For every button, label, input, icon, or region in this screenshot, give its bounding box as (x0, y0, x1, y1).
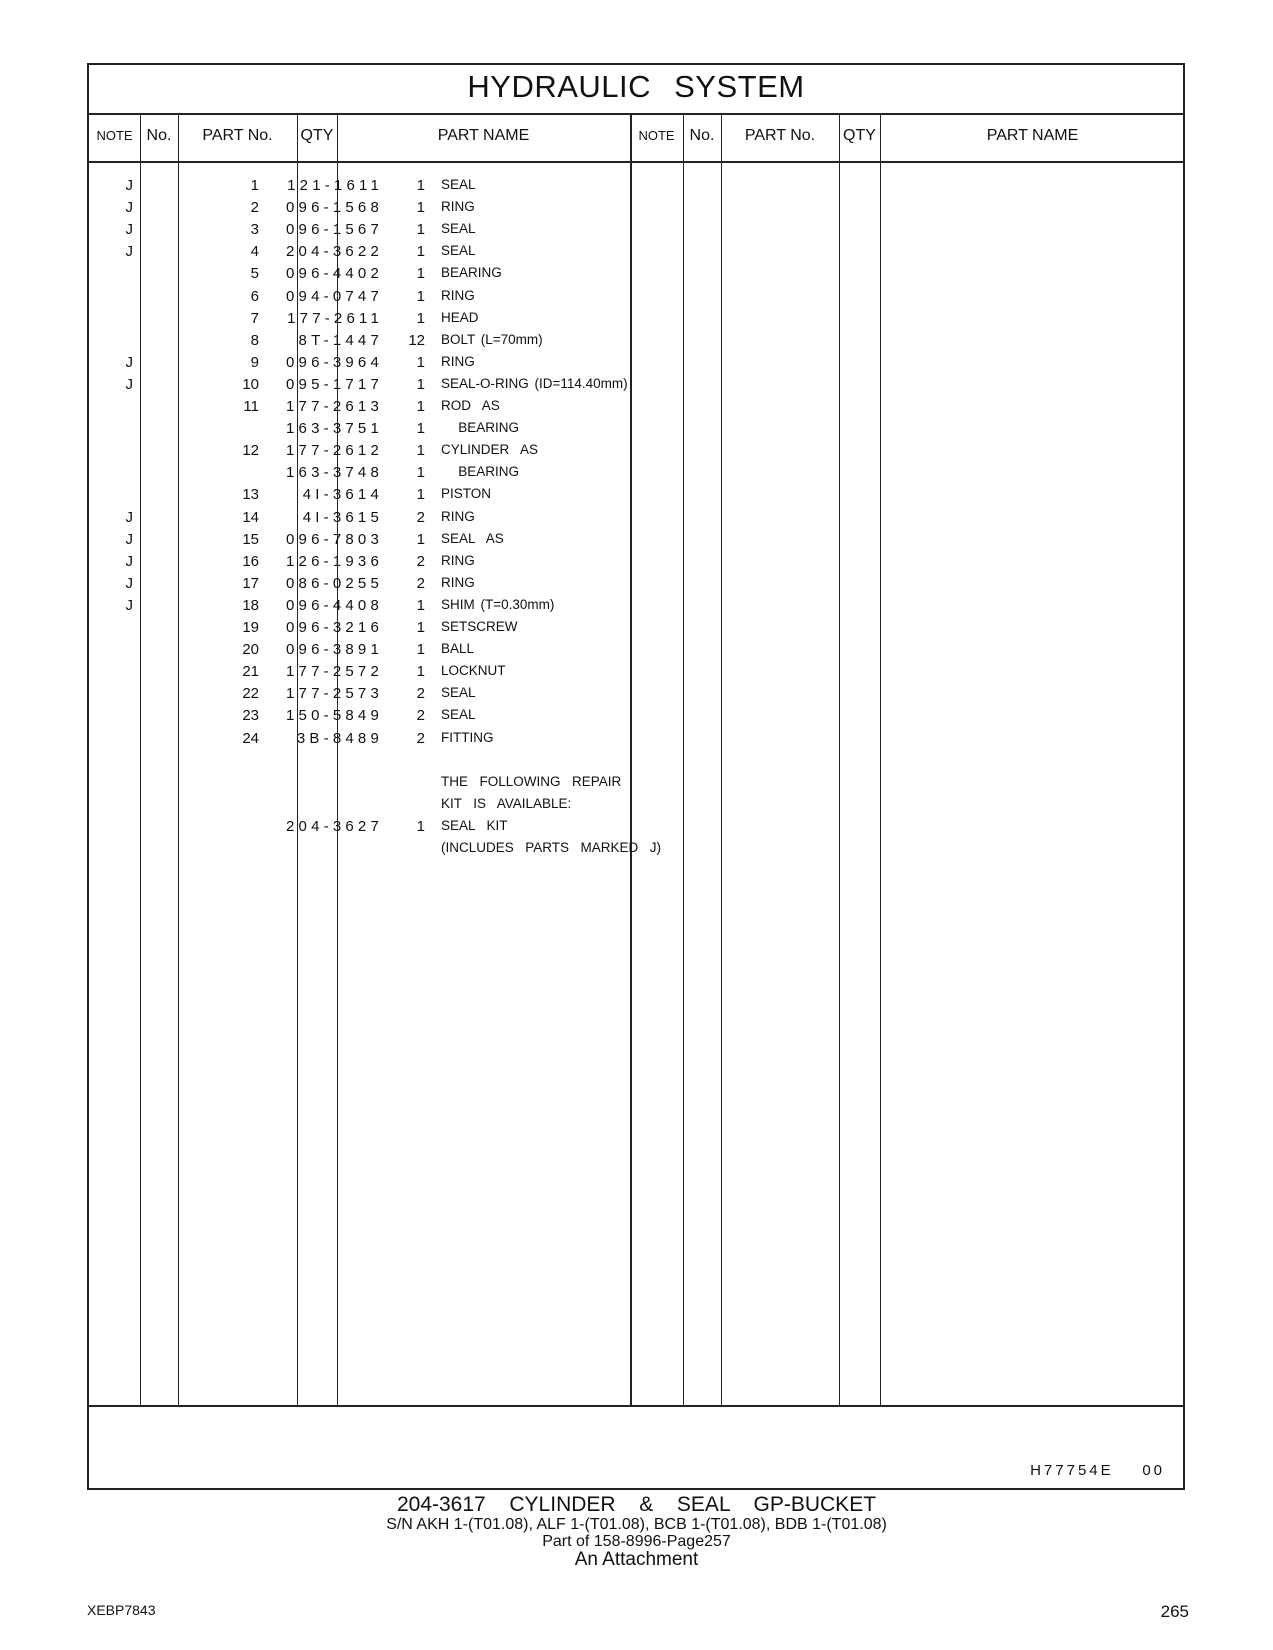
quantity-cell: 1 (416, 398, 425, 415)
note-cell: J (125, 508, 133, 526)
table-row (89, 396, 1183, 418)
quantity-cell: 1 (416, 641, 425, 659)
part-number-cell: 177-2613 (286, 398, 383, 415)
item-number-cell: 5 (250, 265, 259, 283)
caption-serials: S/N AKH 1-(T01.08), ALF 1-(T01.08), BCB 1-(T01.08), BDB 1-(T01.08) (386, 1516, 887, 1533)
part-number-cell: 8T-1447 (298, 331, 383, 349)
part-name-cell: SEAL (441, 685, 476, 701)
table-row (89, 286, 1183, 308)
item-number-cell: 22 (242, 685, 259, 703)
drawing-reference: H77754E 00 (1030, 1462, 1165, 1479)
table-row (89, 197, 1183, 219)
item-number-cell: 2 (250, 199, 259, 217)
note-cell: J (125, 221, 133, 239)
part-name-cell: BALL (441, 641, 475, 657)
note-cell: J (125, 177, 133, 194)
item-number-cell: 18 (242, 596, 259, 614)
table-row (89, 440, 1183, 462)
quantity-cell: 2 (416, 508, 425, 526)
part-name-cell: SEAL AS (441, 530, 504, 546)
part-number-cell: 095-1717 (286, 375, 383, 393)
part-name-cell: THE FOLLOWING REPAIR (441, 773, 622, 789)
note-cell: J (125, 375, 133, 393)
caption-attachment: An Attachment (574, 1549, 699, 1570)
item-number-cell: 6 (250, 287, 259, 305)
note-cell: J (125, 530, 133, 548)
part-number-cell: 121-1611 (287, 177, 383, 194)
item-number-cell: 9 (250, 353, 259, 371)
table-row (89, 772, 1183, 794)
title-bar (89, 65, 1183, 115)
quantity-cell: 2 (416, 685, 425, 703)
part-name-cell: RING (441, 508, 475, 524)
note-cell: J (125, 596, 133, 614)
quantity-cell: 1 (416, 486, 425, 504)
part-number-cell: 177-2612 (286, 442, 383, 460)
item-number-cell: 12 (242, 442, 259, 460)
table-row (89, 175, 1183, 197)
table-row (89, 750, 1183, 772)
part-number-cell: 177-2611 (287, 309, 383, 327)
quantity-cell: 2 (416, 552, 425, 570)
part-name-cell: FITTING (441, 729, 494, 745)
item-number-cell: 19 (242, 619, 259, 636)
table-row (89, 529, 1183, 551)
quantity-cell: 1 (416, 817, 425, 835)
part-name-cell: SEAL-O-RING (ID=114.40mm) (441, 375, 628, 391)
part-name-cell: ROD AS (441, 398, 500, 413)
table-row (89, 639, 1183, 661)
item-number-cell: 8 (250, 331, 259, 349)
quantity-cell: 1 (416, 530, 425, 548)
quantity-cell: 2 (416, 729, 425, 747)
part-number-cell: 096-7803 (286, 530, 383, 548)
part-name-cell: SETSCREW (441, 619, 518, 634)
part-name-cell: LOCKNUT (441, 663, 506, 679)
part-number-cell: 4I-3614 (302, 486, 383, 504)
note-cell: J (125, 574, 133, 592)
item-number-cell: 24 (242, 729, 259, 747)
table-row (89, 551, 1183, 573)
part-name-cell: SHIM (T=0.30mm) (441, 596, 555, 612)
table-row (89, 661, 1183, 683)
header-note-left: NOTE (96, 128, 133, 143)
item-number-cell: 3 (250, 221, 259, 239)
part-name-cell: RING (441, 353, 475, 369)
header-qty-right: QTY (843, 127, 876, 144)
header-part-name-right: PART NAME (986, 127, 1079, 144)
part-number-cell: 150-5849 (286, 707, 383, 725)
item-number-cell: 7 (250, 309, 259, 327)
part-number-cell: 096-1567 (286, 221, 383, 239)
note-cell: J (125, 199, 133, 217)
item-number-cell: 20 (242, 641, 259, 659)
quantity-cell: 1 (416, 464, 425, 482)
part-name-cell: SEAL (441, 707, 476, 723)
part-name-cell: SEAL (441, 243, 476, 259)
note-cell: J (125, 353, 133, 371)
part-number-cell: 094-0747 (286, 287, 383, 305)
part-number-cell: 096-4408 (286, 596, 383, 614)
part-name-cell: BEARING (441, 420, 520, 436)
item-number-cell: 15 (242, 530, 259, 548)
part-number-cell: 126-1936 (286, 552, 383, 570)
part-name-cell: PISTON (441, 486, 492, 502)
part-name-cell: KIT IS AVAILABLE: (441, 795, 572, 811)
item-number-cell: 16 (242, 552, 259, 570)
quantity-cell: 1 (416, 287, 425, 305)
table-row (89, 683, 1183, 705)
part-number-cell: 4I-3615 (302, 508, 383, 526)
header-qty-left: QTY (300, 127, 334, 144)
item-number-cell: 1 (250, 177, 259, 194)
table-row (89, 219, 1183, 241)
quantity-cell: 2 (416, 707, 425, 725)
header-no-right: No. (689, 127, 715, 144)
part-name-cell: RING (441, 552, 475, 568)
part-number-cell: 177-2573 (286, 685, 383, 703)
table-row (89, 705, 1183, 727)
table-row (89, 330, 1183, 352)
part-number-cell: 096-3216 (286, 619, 383, 636)
quantity-cell: 12 (408, 331, 425, 349)
part-name-cell: BEARING (441, 265, 502, 281)
quantity-cell: 1 (416, 199, 425, 217)
table-row (89, 462, 1183, 484)
header-no-left: No. (146, 127, 172, 144)
part-name-cell: HEAD (441, 309, 479, 325)
quantity-cell: 1 (416, 243, 425, 261)
table-row (89, 308, 1183, 330)
quantity-cell: 1 (416, 221, 425, 239)
footer-divider (89, 1405, 1183, 1407)
item-number-cell: 13 (242, 486, 259, 504)
table-row (89, 794, 1183, 816)
part-name-cell: SEAL (441, 177, 476, 192)
part-number-cell: 163-3751 (286, 420, 383, 438)
part-number-cell: 096-3891 (286, 641, 383, 659)
part-number-cell: 096-3964 (286, 353, 383, 371)
quantity-cell: 1 (416, 265, 425, 283)
part-number-cell: 086-0255 (286, 574, 383, 592)
table-row (89, 484, 1183, 506)
note-cell: J (125, 552, 133, 570)
quantity-cell: 1 (416, 375, 425, 393)
item-number-cell: 21 (242, 663, 259, 681)
part-number-cell: 3B-8489 (296, 729, 383, 747)
caption-title: 204-3617 CYLINDER & SEAL GP-BUCKET (396, 1493, 877, 1516)
quantity-cell: 2 (416, 574, 425, 592)
table-row (89, 352, 1183, 374)
table-row (89, 595, 1183, 617)
part-number-cell: 163-3748 (286, 464, 383, 482)
item-number-cell: 11 (243, 398, 259, 415)
quantity-cell: 1 (416, 596, 425, 614)
part-name-cell: SEAL KIT (441, 817, 508, 833)
part-name-cell: CYLINDER AS (441, 442, 539, 458)
item-number-cell: 14 (242, 508, 259, 526)
document-id: XEBP7843 (87, 1602, 156, 1618)
part-name-cell: RING (441, 287, 475, 303)
quantity-cell: 1 (416, 663, 425, 681)
table-row (89, 263, 1183, 285)
part-name-cell: BEARING (441, 464, 520, 480)
part-name-cell: BOLT (L=70mm) (441, 331, 543, 347)
table-header (89, 113, 1183, 163)
page-number: 265 (1160, 1602, 1189, 1621)
part-number-cell: 204-3627 (286, 817, 383, 835)
table-row (89, 838, 1183, 860)
item-number-cell: 4 (250, 243, 259, 261)
header-note-right: NOTE (638, 128, 675, 143)
quantity-cell: 1 (416, 309, 425, 327)
table-row (89, 816, 1183, 838)
table-row (89, 617, 1183, 639)
table-row (89, 374, 1183, 396)
part-number-cell: 096-1568 (286, 199, 383, 217)
item-number-cell: 10 (242, 375, 259, 393)
header-part-name-left: PART NAME (437, 127, 530, 144)
part-number-cell: 096-4402 (286, 265, 383, 283)
table-row (89, 507, 1183, 529)
quantity-cell: 1 (416, 619, 425, 636)
quantity-cell: 1 (416, 353, 425, 371)
header-part-no-left: PART No. (202, 127, 273, 144)
part-name-cell: (INCLUDES PARTS MARKED J) (441, 840, 662, 855)
table-row (89, 241, 1183, 263)
caption-part-of: Part of 158-8996-Page257 (542, 1533, 731, 1550)
table-row (89, 573, 1183, 595)
table-row (89, 418, 1183, 440)
part-name-cell: RING (441, 199, 475, 215)
part-name-cell: SEAL (441, 221, 476, 237)
table-row (89, 728, 1183, 750)
part-number-cell: 177-2572 (286, 663, 383, 681)
part-number-cell: 204-3622 (286, 243, 383, 261)
note-cell: J (125, 243, 133, 261)
item-number-cell: 17 (242, 574, 259, 592)
part-name-cell: RING (441, 574, 475, 590)
quantity-cell: 1 (416, 420, 425, 438)
quantity-cell: 1 (416, 442, 425, 460)
quantity-cell: 1 (416, 177, 425, 194)
parts-sheet (87, 63, 1185, 1490)
section-title: HYDRAULIC SYSTEM (467, 69, 805, 104)
header-part-no-right: PART No. (744, 127, 816, 144)
item-number-cell: 23 (242, 707, 259, 725)
